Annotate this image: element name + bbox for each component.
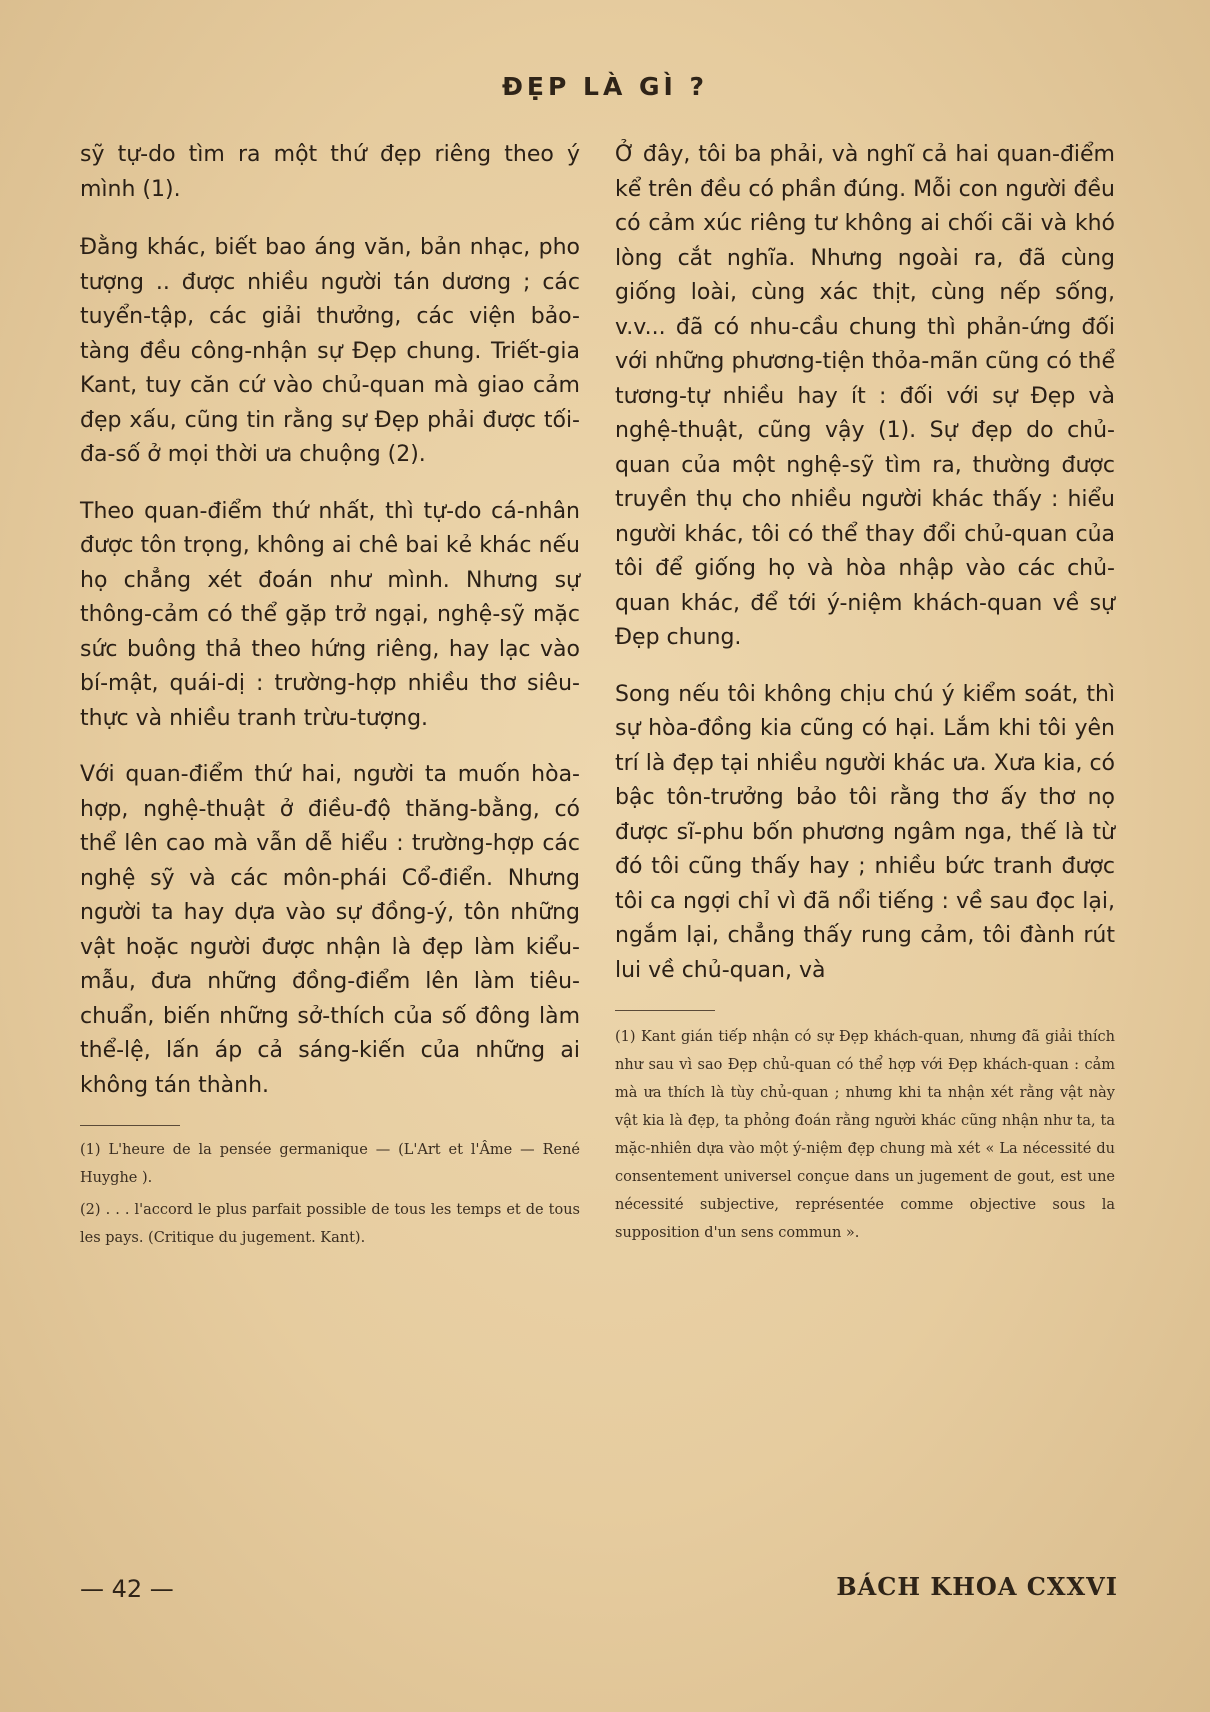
footnote-divider bbox=[615, 1010, 715, 1011]
paragraph: Song nếu tôi không chịu chú ý kiểm soát, thì sự hòa-đồng kia cũng có hại. Lắm khi tôi yên trí là đẹp tại nhiều người khác ưa. Xưa kia, có bậc tôn-trưởng bảo tôi rằng thơ ấy thơ nọ được sĩ-phu bốn phương ngâm nga, thế là từ đó tôi cũng thấy hay ; nhiều bức tranh được tôi ca ngợi chỉ vì đã nổi tiếng : về sau đọc lại, ngắm lại, chẳng thấy rung cảm, tôi đành rút lui về chủ-quan, và bbox=[615, 681, 1115, 983]
paragraph: Với quan-điểm thứ hai, người ta muốn hòa-hợp, nghệ-thuật ở điều-độ thăng-bằng, có thể lên cao mà vẫn dễ hiểu : trường-hợp các nghệ sỹ và các môn-phái Cổ-điển. Nhưng người ta hay dựa vào sự đồng-ý, tôn những vật hoặc người được nhận là đẹp làm kiểu-mẫu, đưa những đồng-điểm lên làm tiêu-chuẩn, biến những sở-thích của số đông làm thể-lệ, lấn áp cả sáng-kiến của những ai không tán thành. bbox=[80, 762, 580, 1098]
paragraph: Theo quan-điểm thứ nhất, thì tự-do cá-nhân được tôn trọng, không ai chê bai kẻ khác nếu họ chẳng xét đoán như mình. Nhưng sự thông-cảm có thể gặp trở ngại, nghệ-sỹ mặc sức buông thả theo hứng riêng, hay lạc vào bí-mật, quái-dị : trường-hợp nhiều thơ siêu-thực và nhiều tranh trừu-tượng. bbox=[80, 498, 580, 731]
paragraph: sỹ tự-do tìm ra một thứ đẹp riêng theo ý mình (1). bbox=[80, 142, 580, 202]
page-title: ĐẸP LÀ GÌ ? bbox=[501, 72, 709, 101]
paragraph: Đằng khác, biết bao áng văn, bản nhạc, pho tượng .. được nhiều người tán dương ; các tuyển-tập, các giải thưởng, các viện bảo-tàng đều công-nhận sự Đẹp chung. Triết-gia Kant, tuy căn cứ vào chủ-quan mà giao cảm đẹp xấu, cũng tin rằng sự Đẹp phải được tối-đa-số ở mọi thời ưa chuộng (2). bbox=[80, 235, 580, 467]
right-column bbox=[615, 138, 1115, 1251]
left-column bbox=[80, 138, 580, 1256]
footnote: (2) . . . l'accord le plus parfait possible de tous les temps et de tous les pays. (Critique du jugement. Kant). bbox=[80, 1202, 580, 1246]
footnote: (1) Kant gián tiếp nhận có sự Đẹp khách-quan, nhưng đã giải thích như sau vì sao Đẹp chủ-quan có thể hợp với Đẹp khách-quan : cảm mà ưa thích là tùy chủ-quan ; nhưng khi ta nhận xét rằng vật này vật kia là đẹp, ta phỏng đoán rằng người khác cũng nhận như ta, ta mặc-nhiên dựa vào một ý-niệm đẹp chung mà xét « La nécessité du consentement universel conçue dans un jugement de gout, est une nécessité subjective, représentée comme objective sous la supposition d'un sens commun ». bbox=[615, 1029, 1115, 1241]
paragraph: Ở đây, tôi ba phải, và nghĩ cả hai quan-điểm kể trên đều có phần đúng. Mỗi con người đều có cảm xúc riêng tư không ai chối cãi và khó lòng cắt nghĩa. Nhưng ngoài ra, đã cùng giống loài, cùng xác thịt, cùng nếp sống, v.v... đã có nhu-cầu chung thì phản-ứng đối với những phương-tiện thỏa-mãn cũng có thể tương-tự nhiều hay ít : đối với sự Đẹp và nghệ-thuật, cũng vậy (1). Sự đẹp do chủ-quan của một nghệ-sỹ tìm ra, thường được truyền thụ cho nhiều người khác thấy : hiểu người khác, tôi có thể thay đổi chủ-quan của tôi để giống họ và hòa nhập vào các chủ-quan khác, để tới ý-niệm khách-quan về sự Đẹp chung. bbox=[615, 142, 1115, 650]
page-number: — 42 — bbox=[80, 1575, 174, 1603]
footnote: (1) L'heure de la pensée germanique — (L'Art et l'Âme — René Huyghe ). bbox=[80, 1142, 580, 1186]
magazine-issue: BÁCH KHOA CXXVI bbox=[836, 1572, 1118, 1601]
footnote-divider bbox=[80, 1125, 180, 1126]
